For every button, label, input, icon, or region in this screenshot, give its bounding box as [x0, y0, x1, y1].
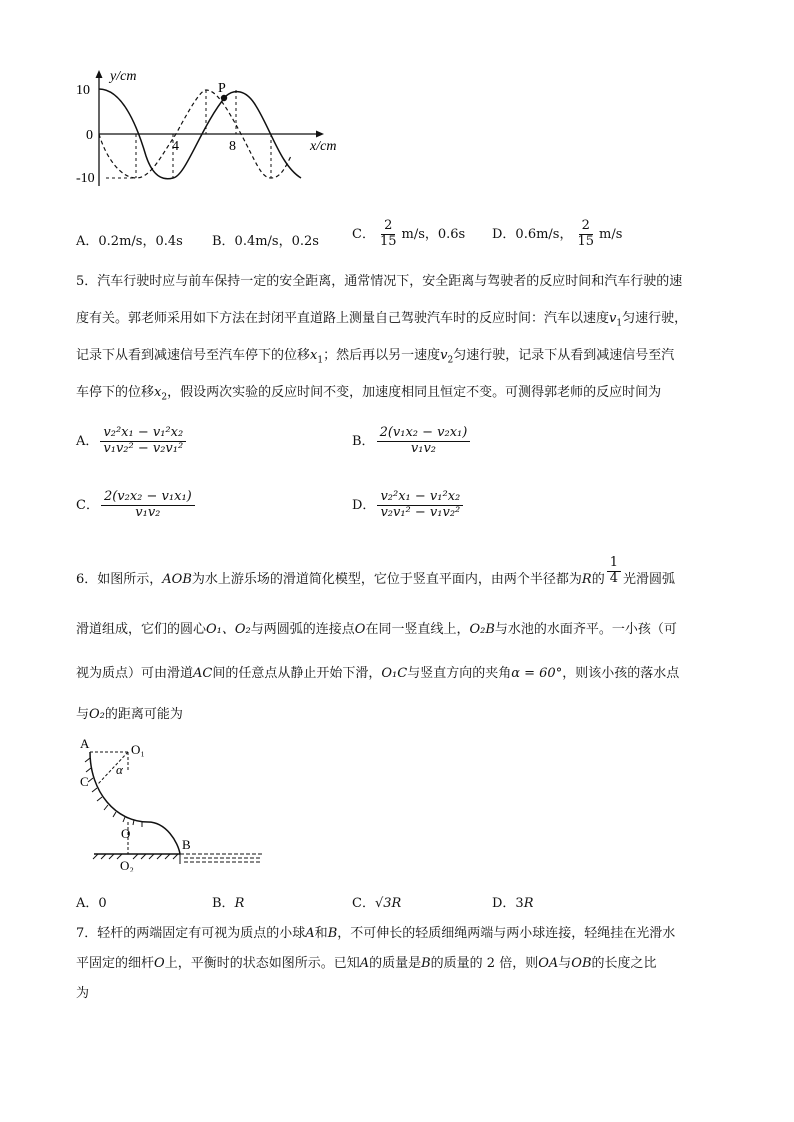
q5-var-v2: v [440, 348, 448, 363]
label-b: B [182, 837, 191, 852]
q6-line-2d: 在同一竖直线上， [365, 622, 470, 637]
q7-var-a: A [305, 926, 315, 941]
q4-option-d-fraction [574, 219, 597, 250]
q7-line-2e: 的质量是 [369, 956, 422, 971]
q5-option-d [352, 490, 465, 521]
q5-line-2b: 匀速行驶， [622, 311, 688, 326]
q6-var-o2b: O₂B [469, 622, 495, 637]
q5-option-a-letter: A． [76, 433, 99, 449]
q5-option-c-numerator: 2(v₂x₂ − v₁x₁) [101, 490, 195, 506]
q4-option-c-numerator: 2 [381, 219, 395, 235]
label-alpha: α [116, 762, 123, 777]
q4-option-d [492, 219, 622, 250]
q7-line-2g: 的质量的 2 倍，则 [430, 956, 539, 971]
q6-line-4 [76, 703, 183, 722]
q6-option-c-letter: C． [352, 896, 375, 911]
tick-8: 8 [229, 139, 236, 154]
q6-line-4a: 与 [76, 707, 90, 722]
dashed-o1-c [98, 752, 128, 784]
q6-option-a: A．0 [76, 896, 107, 911]
q4-option-c-fraction [377, 219, 400, 250]
q6-var-o1c: O₁C [381, 666, 408, 681]
y-axis-label: y/cm [110, 69, 137, 84]
q4-option-d-head: D．0.6m/s， [492, 226, 573, 242]
q6-quarter-fraction [607, 556, 621, 587]
q5-option-b-denominator: v₁v₂ [410, 440, 437, 456]
q4-option-d-denominator: 15 [577, 233, 595, 249]
q5-option-d-letter: D． [352, 497, 376, 513]
q5-option-c-letter: C． [76, 497, 99, 513]
q6-line-2f: 与水池的水面齐平。一小孩（可 [494, 622, 677, 637]
q6-line-1 [76, 555, 676, 587]
water-pool [180, 854, 262, 862]
slide-figure [76, 732, 276, 872]
wave-figure [76, 66, 356, 196]
q6-line-2a: 滑道组成，它们的圆心 [76, 622, 207, 637]
q5-var-v1: v [609, 311, 617, 326]
q5-option-b-numerator: 2(v₁x₂ − v₂x₁) [377, 426, 471, 442]
q7-line-1 [76, 922, 675, 941]
q5-line-4a: 车停下的位移 [76, 385, 155, 400]
q7-var-b2: B [421, 956, 431, 971]
q7-var-a2: A [359, 956, 370, 971]
q7-line-2a: 平固定的细杆 [76, 956, 155, 971]
q6-line-1b: 为水上游乐场的滑道简化模型，它位于竖直平面内，由两个半径都为 [191, 572, 582, 587]
q6-line-2 [76, 618, 677, 637]
q5-line-3b: ；然后再以另一速度 [323, 348, 441, 363]
q6-line-4c: 的距离可能为 [104, 707, 183, 722]
q5-line-3c: 匀速行驶，记录下从看到减速信号至汽 [453, 348, 675, 363]
q4-option-b: B．0.4m/s，0.2s [212, 234, 319, 249]
q5-var-x1-sub: 1 [317, 355, 324, 366]
q7-line-1a: 7．轻杆的两端固定有可视为质点的小球 [76, 926, 306, 941]
q6-line-3f: ，则该小孩的落水点 [562, 666, 680, 681]
q4-option-d-numerator: 2 [579, 219, 593, 235]
q7-line-3: 为 [76, 986, 90, 1001]
q6-option-d-var: R [523, 896, 534, 911]
q6-option-c-value: √3R [374, 896, 402, 911]
q4-option-a: A．0.2m/s，0.4s [76, 234, 183, 249]
q7-var-o: O [154, 956, 165, 971]
q5-option-b-fraction [377, 426, 471, 457]
q4-option-c-denominator: 15 [379, 233, 397, 249]
q6-fraction-denominator: 4 [609, 571, 618, 586]
q6-line-3b: 间的任意点从静止开始下滑， [212, 666, 382, 681]
q7-line-2i: 与 [558, 956, 572, 971]
q7-line-2 [76, 952, 657, 971]
upper-arc-hatching [85, 758, 142, 827]
q6-line-1d: 光滑圆弧 [623, 572, 676, 587]
q7-var-ob: OB [571, 956, 592, 971]
q5-option-c [76, 490, 197, 521]
q7-var-oa: OA [538, 956, 559, 971]
label-o1: O₁ [131, 742, 145, 757]
q5-line-3 [76, 344, 674, 366]
q6-option-b [212, 892, 244, 911]
q5-var-v1-sub: 1 [616, 318, 623, 329]
point-p-label: P [218, 81, 226, 96]
q4-option-c [352, 219, 465, 250]
q5-option-d-numerator: v₂²x₁ − v₁²x₂ [377, 490, 463, 506]
q6-line-3a: 视为质点）可由滑道 [76, 666, 194, 681]
y-axis-arrow [96, 70, 103, 78]
q6-option-d [492, 892, 534, 911]
q5-line-3a: 记录下从看到减速信号至汽车停下的位移 [76, 348, 311, 363]
q5-option-a-denominator: v₁v₂² − v₂v₁² [103, 440, 184, 456]
q4-option-d-tail: m/s [599, 226, 623, 242]
q7-line-2c: 上，平衡时的状态如图所示。已知 [164, 956, 360, 971]
q6-option-c [352, 892, 401, 911]
x-axis-label: x/cm [310, 139, 337, 154]
tick-10: 10 [76, 83, 90, 98]
q5-var-v2-sub: 2 [447, 355, 454, 366]
q5-option-b [352, 426, 472, 457]
q6-line-1a: 6．如图所示， [76, 572, 163, 587]
q4-option-c-letter: C． [352, 226, 375, 242]
q5-option-a [76, 426, 188, 457]
q6-var-o2: O₂ [89, 707, 105, 722]
q5-line-4b: ，假设两次实验的反应时间不变，加速度相同且恒定不变。可测得郭老师的反应时间为 [167, 385, 662, 400]
q5-option-a-fraction [100, 426, 186, 457]
q7-line-1e: ，不可伸长的轻质细绳两端与两小球连接，轻绳挂在光滑水 [337, 926, 676, 941]
q6-line-3d: 与竖直方向的夹角 [407, 666, 512, 681]
q5-option-b-letter: B． [352, 433, 375, 449]
q6-var-ac: AC [193, 666, 213, 681]
q6-fraction-numerator: 1 [607, 556, 621, 572]
q5-option-d-denominator: v₂v₁² − v₁v₂² [380, 504, 461, 520]
q5-var-x1: x [310, 348, 318, 363]
q7-var-b: B [327, 926, 338, 941]
q5-var-x2: x [154, 385, 162, 400]
q5-option-d-fraction [377, 490, 463, 521]
tick-0: 0 [86, 128, 93, 143]
q6-var-alpha: α = 60° [511, 666, 563, 681]
q6-option-b-letter: B． [212, 896, 235, 911]
label-o2: O₂ [120, 858, 134, 872]
q5-option-a-numerator: v₂²x₁ − v₁²x₂ [100, 426, 186, 442]
q6-line-3 [76, 662, 679, 681]
q6-var-o1-o2: O₁、O₂ [206, 622, 251, 637]
q6-option-b-var: R [234, 896, 245, 911]
label-o: O [121, 826, 131, 841]
label-c: C [80, 774, 89, 789]
q6-var-aob: AOB [162, 572, 192, 587]
q5-line-1: 5．汽车行驶时应与前车保持一定的安全距离，通常情况下，安全距离与驾驶者的反应时间和汽车行驶的速 [76, 274, 683, 289]
q7-line-1c: 和 [314, 926, 328, 941]
q6-var-r: R [581, 572, 592, 587]
q5-option-c-denominator: v₁v₂ [135, 504, 161, 520]
q6-line-2c: 与两圆弧的连接点 [250, 622, 355, 637]
q5-option-c-fraction [101, 490, 195, 521]
x-axis-arrow [316, 131, 324, 138]
q6-var-o: O [354, 622, 366, 637]
lower-arc [148, 822, 180, 854]
q6-line-1c: 的 [591, 572, 605, 587]
q6-option-d-letter: D．3 [492, 896, 524, 911]
q5-var-x2-sub: 2 [161, 392, 168, 403]
label-a: A [80, 736, 90, 751]
q5-line-4 [76, 381, 661, 403]
tick-4: 4 [172, 139, 179, 154]
tick-minus-10: -10 [76, 171, 95, 186]
q5-line-2 [76, 307, 687, 329]
q4-option-c-tail: m/s，0.6s [401, 226, 466, 242]
q5-line-2a: 度有关。郭老师采用如下方法在封闭平直道路上测量自己驾驶汽车时的反应时间：汽车以速度 [76, 311, 610, 326]
q7-line-2k: 的长度之比 [591, 956, 657, 971]
